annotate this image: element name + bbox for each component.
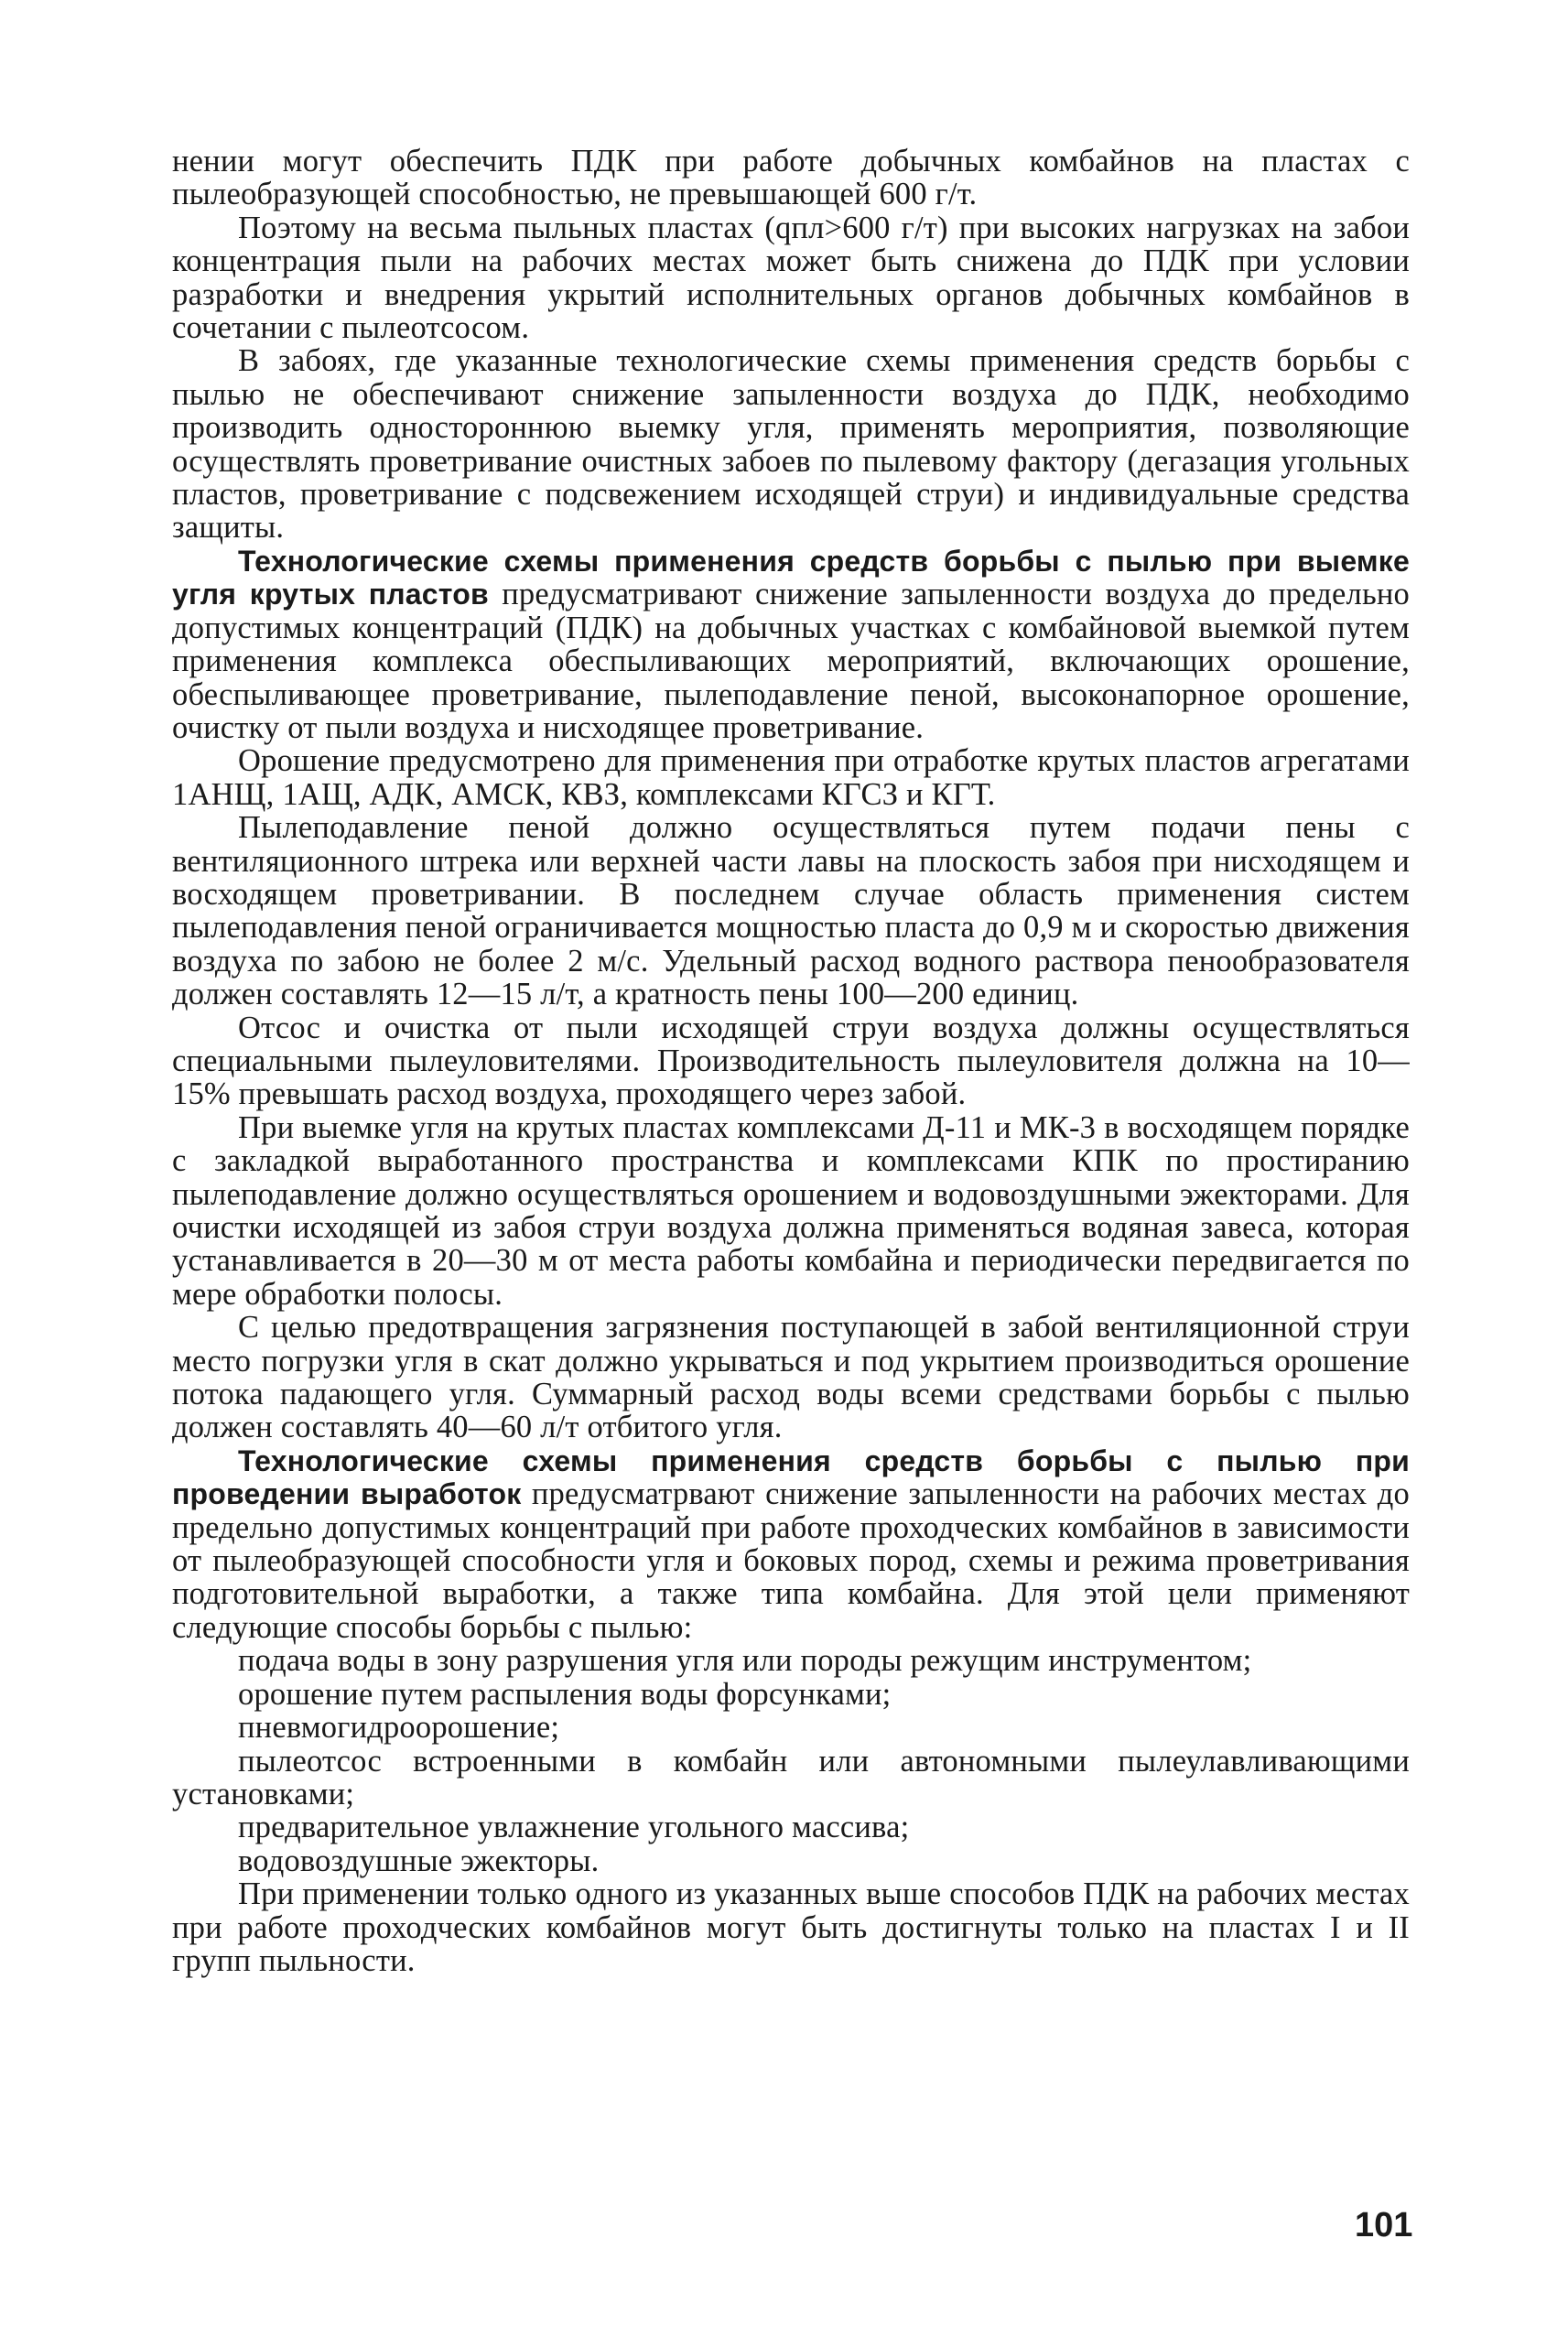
page-number: 101 xyxy=(1355,2206,1413,2244)
list-item-5: предварительное увлажнение угольного массива; xyxy=(238,1810,910,1845)
paragraph-4-text: предусматривают снижение запыленности воздуха до предельно допустимых концентраций (ПДК) на добычных участках с комбайновой выемкой путем применения комплекса обеспыливающих мероприятий, включающих орошение, обеспыливающее проветривание, пылеподавление пеной, высоконапорное орошение, очистку от пыли воздуха и нисходящее проветривание. xyxy=(172,577,1410,745)
paragraph-4 xyxy=(172,545,1410,744)
paragraph-4-heading: Технологические схемы применения средств борьбы с пылью при выемке угля крутых пластов xyxy=(172,544,1410,611)
paragraph-8: При выемке угля на крутых пластах комплексами Д-11 и МК-3 в восходящем порядке с закладкой выработанного пространства и комплексами КПК по простиранию пылеподавление должно осуществляться орошением и водовоздушными эжекторами. Для очистки исходящей из забоя струи воздуха должна применяться водяная завеса, которая устанавливается в 20—30 м от места работы комбайна и периодически передвигается по мере обработки полосы. xyxy=(172,1109,1410,1312)
list-item-4: пылеотсос встроенными в комбайн или автономными пылеулавливающими установками; xyxy=(172,1743,1410,1811)
list-item-1: подача воды в зону разрушения угля или породы режущим инструментом; xyxy=(238,1643,1252,1679)
body-text xyxy=(172,145,1410,1977)
list-item-2: орошение путем распыления воды форсунками; xyxy=(238,1676,892,1712)
paragraph-2: Поэтому на весьма пыльных пластах (qпл>600 г/т) при высоких нагрузках на забои концентрация пыли на рабочих местах может быть снижена до ПДК при условии разработки и внедрения укрытий исполнительных органов добычных комбайнов в сочетании с пылеотсосом. xyxy=(172,210,1410,346)
paragraph-7: Отсос и очистка от пыли исходящей струи воздуха должны осуществляться специальными пылеуловителями. Производительность пылеуловителя должна на 10—15% превышать расход воздуха, проходящего через забой. xyxy=(172,1010,1410,1112)
paragraph-3: В забоях, где указанные технологические схемы применения средств борьбы с пылью не обеспечивают снижение запыленности воздуха до ПДК, необходимо производить одностороннюю выемку угля, применять мероприятия, позволяющие осуществлять проветривание очистных забоев по пылевому фактору (дегазация угольных пластов, проветривание с подсвежением исходящей струи) и индивидуальные средства защиты. xyxy=(172,343,1410,546)
paragraph-final: При применении только одного из указанных выше способов ПДК на рабочих местах при работе проходческих комбайнов могут быть достигнуты только на пластах I и II групп пыльности. xyxy=(172,1876,1410,1978)
paragraph-5: Орошение предусмотрено для применения при отработке крутых пластов агрегатами 1АНЩ, 1АЩ, АДК, АМСК, КВЗ, комплексами КГСЗ и КГТ. xyxy=(172,743,1410,812)
paragraph-10 xyxy=(172,1444,1410,1644)
list-item-6: водовоздушные эжекторы. xyxy=(238,1843,600,1878)
paragraph-10-heading: Технологические схемы применения средств борьбы с пылью при проведении выработок xyxy=(172,1444,1410,1511)
paragraph-1: нении могут обеспечить ПДК при работе добычных комбайнов на пластах с пылеобразующей способностью, не превышающей 600 г/т. xyxy=(172,144,1410,212)
paragraph-9: С целью предотвращения загрязнения поступающей в забой вентиляционной струи место погрузки угля в скат должно укрываться и под укрытием производиться орошение потока падающего угля. Суммарный расход воды всеми средствами борьбы с пылью должен составлять 40—60 л/т отбитого угля. xyxy=(172,1310,1410,1445)
list-item-3: пневмогидроорошение; xyxy=(238,1710,560,1746)
paragraph-10-text: предусматрвают снижение запыленности на рабочих местах до предельно допустимых концентраций при работе проходческих комбайнов в зависимости от пылеобразующей способности угля и боковых пород, схемы и режима проветривания подготовительной выработки, а также типа комбайна. Для этой цели применяют следующие способы борьбы с пылью: xyxy=(172,1476,1410,1645)
paragraph-6: Пылеподавление пеной должно осуществляться путем подачи пены с вентиляционного штрека или верхней части лавы на плоскость забоя при нисходящем и восходящем проветривании. В последнем случае область применения систем пылеподавления пеной ограничивается мощностью пласта до 0,9 м и скоростью движения воздуха по забою не более 2 м/с. Удельный расход водного раствора пенообразователя должен составлять 12—15 л/т, а кратность пены 100—200 единиц. xyxy=(172,810,1410,1012)
